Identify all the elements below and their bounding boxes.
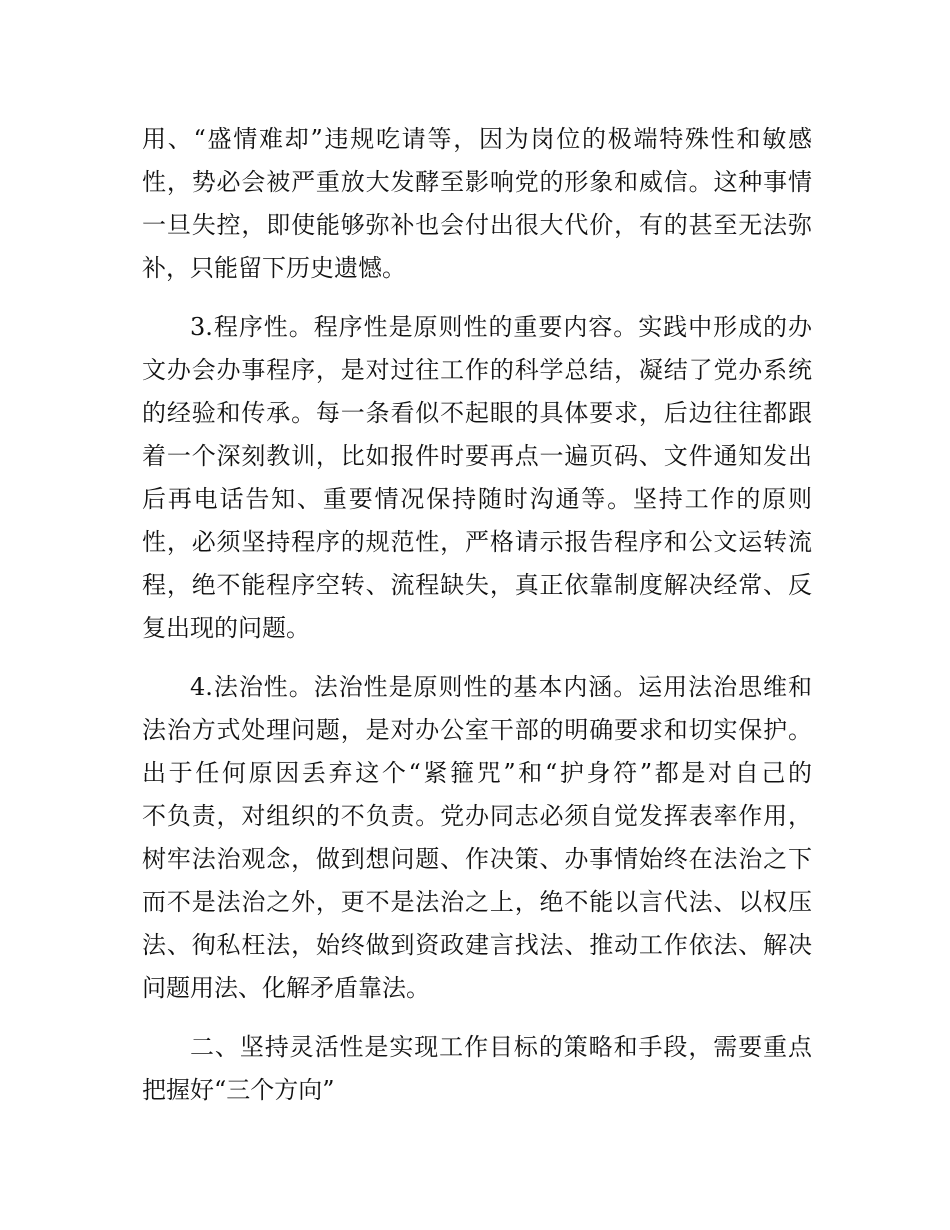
text-line: 法治方式处理问题，是对办公室干部的明确要求和切实保护。: [142, 716, 812, 744]
text-line: 补，只能留下历史遗憾。: [142, 254, 406, 282]
text-line: 性，必须坚持程序的规范性，严格请示报告程序和公文运转流: [142, 528, 812, 556]
paragraph-procedure: [142, 306, 812, 650]
text-line: 出于任何原因丢弃这个“紧箍咒”和“护身符”都是对自己的: [142, 759, 812, 787]
text-line: 后再电话告知、重要情况保持随时沟通等。坚持工作的原则: [142, 485, 812, 513]
text-line: 3.程序性。程序性是原则性的重要内容。实践中形成的办: [190, 313, 812, 341]
text-line: 性，势必会被严重放大发酵至影响党的形象和威信。这种事情: [142, 168, 812, 196]
text-line: 法、徇私枉法，始终做到资政建言找法、推动工作依法、解决: [142, 931, 812, 959]
text-line: 树牢法治观念，做到想问题、作决策、办事情始终在法治之下: [142, 845, 812, 873]
paragraph-continuation: [142, 118, 812, 290]
text-line: 一旦失控，即使能够弥补也会付出很大代价，有的甚至无法弥: [142, 211, 812, 239]
text-line: 文办会办事程序，是对过往工作的科学总结，凝结了党办系统: [142, 356, 812, 384]
text-line: 而不是法治之外，更不是法治之上，绝不能以言代法、以权压: [142, 888, 812, 916]
text-line: 不负责，对组织的不负责。党办同志必须自觉发挥表率作用，: [142, 802, 812, 830]
heading-line: 把握好“三个方向”: [142, 1076, 335, 1104]
text-line: 着一个深刻教训，比如报件时要再点一遍页码、文件通知发出: [142, 442, 812, 470]
text-line: 用、“盛情难却”违规吃请等，因为岗位的极端特殊性和敏感: [142, 125, 812, 153]
text-line: 复出现的问题。: [142, 614, 310, 642]
text-line: 的经验和传承。每一条看似不起眼的具体要求，后边往往都跟: [142, 399, 812, 427]
document-body: [142, 118, 812, 1128]
text-line: 4.法治性。法治性是原则性的基本内涵。运用法治思维和: [190, 673, 812, 701]
heading-line: 二、坚持灵活性是实现工作目标的策略和手段，需要重点: [190, 1033, 812, 1061]
text-line: 程，绝不能程序空转、流程缺失，真正依靠制度解决经常、反: [142, 571, 812, 599]
paragraph-rule-of-law: [142, 666, 812, 1010]
text-line: 问题用法、化解矛盾靠法。: [142, 974, 430, 1002]
section-heading-flexibility: [142, 1026, 812, 1112]
